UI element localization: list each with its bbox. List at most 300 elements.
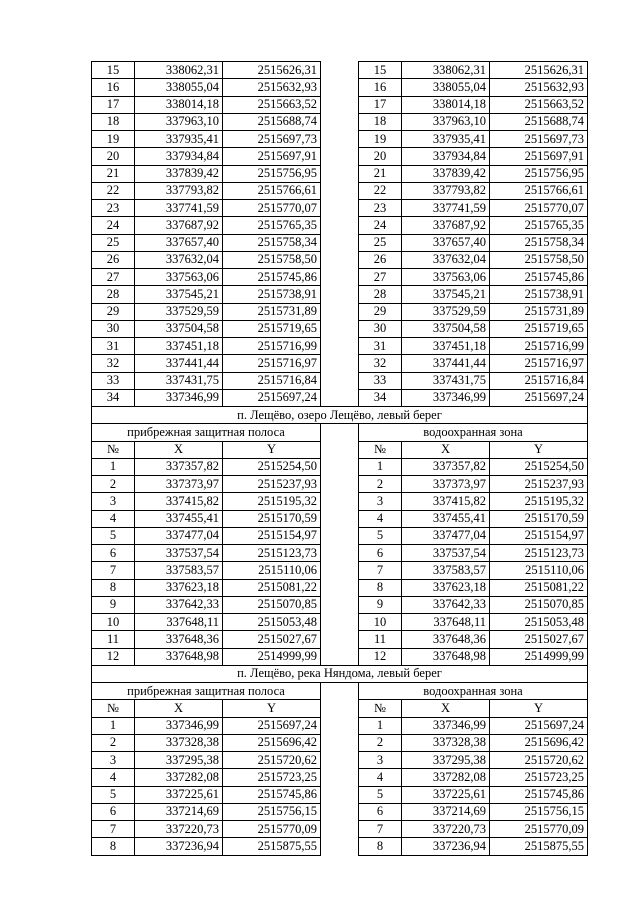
coord-y: 2515756,15 [490,803,588,820]
column-gap [321,631,359,648]
point-number: 7 [359,562,402,579]
coord-y: 2515731,89 [223,303,321,320]
coord-y: 2515237,93 [223,476,321,493]
point-number: 20 [92,148,135,165]
coord-y: 2515254,50 [490,458,588,475]
point-number: 23 [359,200,402,217]
point-number: 6 [92,545,135,562]
column-header-row [92,441,588,458]
table-row [92,752,588,769]
coord-x: 337415,82 [402,493,490,510]
coord-x: 337648,36 [402,631,490,648]
point-number: 9 [359,596,402,613]
point-number: 3 [92,493,135,510]
point-number: 3 [92,752,135,769]
table-row [92,389,588,406]
coord-x: 337963,10 [135,113,223,130]
coord-y: 2515697,91 [223,148,321,165]
point-number: 1 [92,458,135,475]
coord-x: 337451,18 [135,338,223,355]
coord-x: 337642,33 [402,596,490,613]
coord-x: 337687,92 [402,217,490,234]
coord-x: 337623,18 [402,579,490,596]
coord-y: 2515070,85 [223,596,321,613]
column-gap [321,286,359,303]
point-number: 17 [92,96,135,113]
column-gap [321,700,359,717]
coord-x: 337328,38 [402,734,490,751]
point-number: 26 [92,251,135,268]
column-gap [321,113,359,130]
column-gap [321,527,359,544]
table-row [92,648,588,665]
column-gap [321,458,359,475]
coord-x: 337529,59 [402,303,490,320]
point-number: 33 [359,372,402,389]
coord-x: 337934,84 [402,148,490,165]
coord-x: 337648,98 [135,648,223,665]
coord-y: 2515875,55 [223,838,321,855]
coord-y: 2515688,74 [223,113,321,130]
column-gap [321,441,359,458]
coord-y: 2515716,97 [490,355,588,372]
table-row [92,79,588,96]
coord-y: 2515237,93 [490,476,588,493]
point-number: 21 [359,165,402,182]
coord-y: 2515697,24 [490,389,588,406]
coord-y: 2515697,91 [490,148,588,165]
coord-y: 2515154,97 [223,527,321,544]
coord-y: 2515770,09 [223,821,321,838]
coord-y: 2515688,74 [490,113,588,130]
coord-x: 337328,38 [135,734,223,751]
coord-y: 2515110,06 [490,562,588,579]
point-number: 8 [359,579,402,596]
table-row [92,562,588,579]
col-header-y: Y [490,441,588,458]
coord-x: 337623,18 [135,579,223,596]
coord-x: 337295,38 [135,752,223,769]
column-gap [321,803,359,820]
point-number: 31 [359,338,402,355]
table-row [92,579,588,596]
table-row [92,303,588,320]
point-number: 10 [92,614,135,631]
coord-y: 2515195,32 [223,493,321,510]
point-number: 22 [359,182,402,199]
section-title-row [92,665,588,682]
column-gap [321,200,359,217]
coord-y: 2515758,34 [490,234,588,251]
coord-x: 338062,31 [402,62,490,79]
point-number: 8 [92,838,135,855]
coord-y: 2515720,62 [490,752,588,769]
coord-y: 2515731,89 [490,303,588,320]
coord-x: 337793,82 [135,182,223,199]
coord-y: 2515697,73 [490,131,588,148]
column-gap [321,769,359,786]
col-header-y: Y [223,441,321,458]
col-header-number: № [92,441,135,458]
coord-x: 337935,41 [135,131,223,148]
coord-x: 338062,31 [135,62,223,79]
coord-x: 338055,04 [135,79,223,96]
coord-x: 337537,54 [402,545,490,562]
coord-x: 337357,82 [402,458,490,475]
coord-y: 2515663,52 [490,96,588,113]
point-number: 28 [92,286,135,303]
table-row [92,372,588,389]
table-row [92,769,588,786]
table-row [92,62,588,79]
col-header-number: № [359,441,402,458]
table-row [92,165,588,182]
coord-y: 2515770,07 [223,200,321,217]
point-number: 29 [92,303,135,320]
point-number: 18 [359,113,402,130]
coord-y: 2515875,55 [490,838,588,855]
table-row [92,286,588,303]
table-row [92,355,588,372]
column-gap [321,838,359,855]
coord-x: 337934,84 [135,148,223,165]
coord-y: 2515626,31 [223,62,321,79]
coord-y: 2515758,34 [223,234,321,251]
point-number: 22 [92,182,135,199]
table-row [92,113,588,130]
point-number: 27 [92,269,135,286]
point-number: 4 [359,510,402,527]
column-gap [321,424,359,441]
coord-x: 338055,04 [402,79,490,96]
col-header-x: X [135,700,223,717]
point-number: 11 [359,631,402,648]
point-number: 34 [359,389,402,406]
point-number: 2 [92,734,135,751]
column-gap [321,165,359,182]
point-number: 24 [92,217,135,234]
coord-y: 2515719,65 [223,320,321,337]
table-row [92,148,588,165]
coord-y: 2515070,85 [490,596,588,613]
coord-y: 2515723,25 [223,769,321,786]
coord-y: 2515716,97 [223,355,321,372]
table-row [92,527,588,544]
coord-y: 2515626,31 [490,62,588,79]
point-number: 4 [92,510,135,527]
left-zone-heading: прибрежная защитная полоса [92,683,321,700]
coord-y: 2515765,35 [490,217,588,234]
column-gap [321,717,359,734]
coord-y: 2515770,09 [490,821,588,838]
column-gap [321,234,359,251]
point-number: 7 [359,821,402,838]
right-zone-heading: водоохранная зона [359,424,588,441]
point-number: 17 [359,96,402,113]
section-title-row [92,407,588,424]
coord-y: 2515758,50 [223,251,321,268]
point-number: 23 [92,200,135,217]
coord-x: 337545,21 [402,286,490,303]
column-gap [321,545,359,562]
coord-y: 2514999,99 [490,648,588,665]
coord-x: 337477,04 [135,527,223,544]
column-gap [321,62,359,79]
coord-y: 2515123,73 [223,545,321,562]
coord-x: 337545,21 [135,286,223,303]
coord-y: 2515756,15 [223,803,321,820]
coord-x: 337455,41 [402,510,490,527]
coord-x: 337282,08 [135,769,223,786]
table-row [92,338,588,355]
point-number: 5 [359,527,402,544]
point-number: 20 [359,148,402,165]
table-row [92,631,588,648]
coord-x: 337220,73 [135,821,223,838]
coord-y: 2515027,67 [490,631,588,648]
point-number: 3 [359,752,402,769]
col-header-y: Y [490,700,588,717]
coord-x: 337451,18 [402,338,490,355]
table-row [92,182,588,199]
column-gap [321,821,359,838]
coord-y: 2515696,42 [223,734,321,751]
point-number: 30 [359,320,402,337]
coord-x: 337563,06 [402,269,490,286]
column-gap [321,96,359,113]
column-gap [321,493,359,510]
coord-x: 337373,97 [135,476,223,493]
coord-x: 337431,75 [135,372,223,389]
column-gap [321,303,359,320]
coord-y: 2515081,22 [490,579,588,596]
coord-y: 2515170,59 [490,510,588,527]
point-number: 1 [92,717,135,734]
table-row [92,838,588,855]
coord-x: 337839,42 [402,165,490,182]
table-row [92,510,588,527]
coord-x: 337657,40 [135,234,223,251]
table-row [92,131,588,148]
coord-x: 337477,04 [402,527,490,544]
coord-x: 337282,08 [402,769,490,786]
point-number: 2 [359,734,402,751]
coord-y: 2515195,32 [490,493,588,510]
table-row [92,803,588,820]
coord-x: 337346,99 [135,717,223,734]
col-header-x: X [402,700,490,717]
coord-x: 337793,82 [402,182,490,199]
coord-y: 2515716,84 [490,372,588,389]
coord-x: 337583,57 [135,562,223,579]
point-number: 8 [92,579,135,596]
point-number: 32 [92,355,135,372]
table-row [92,786,588,803]
point-number: 6 [359,803,402,820]
coord-y: 2515053,48 [223,614,321,631]
coord-y: 2515697,24 [490,717,588,734]
column-gap [321,734,359,751]
point-number: 6 [359,545,402,562]
coord-y: 2515716,84 [223,372,321,389]
coord-y: 2515745,86 [223,786,321,803]
coord-y: 2515663,52 [223,96,321,113]
coord-x: 337504,58 [135,320,223,337]
coord-x: 337839,42 [135,165,223,182]
point-number: 15 [359,62,402,79]
point-number: 1 [359,717,402,734]
column-gap [321,596,359,613]
coord-y: 2515110,06 [223,562,321,579]
point-number: 7 [92,562,135,579]
col-header-y: Y [223,700,321,717]
table-row [92,614,588,631]
column-gap [321,131,359,148]
coord-x: 337632,04 [135,251,223,268]
coord-y: 2515745,86 [490,786,588,803]
col-header-number: № [92,700,135,717]
column-gap [321,320,359,337]
coord-x: 337236,94 [402,838,490,855]
column-gap [321,683,359,700]
coord-x: 337346,99 [402,389,490,406]
column-gap [321,182,359,199]
coord-x: 337648,36 [135,631,223,648]
point-number: 34 [92,389,135,406]
column-gap [321,372,359,389]
col-header-number: № [359,700,402,717]
coord-y: 2515745,86 [223,269,321,286]
table-row [92,234,588,251]
point-number: 5 [92,527,135,544]
column-gap [321,752,359,769]
table-row [92,251,588,268]
coord-x: 337687,92 [135,217,223,234]
coord-x: 337225,61 [402,786,490,803]
coord-y: 2515027,67 [223,631,321,648]
point-number: 12 [92,648,135,665]
column-gap [321,579,359,596]
coord-y: 2515716,99 [223,338,321,355]
coord-x: 337225,61 [135,786,223,803]
coord-x: 337648,11 [135,614,223,631]
point-number: 10 [359,614,402,631]
point-number: 2 [359,476,402,493]
coord-y: 2515154,97 [490,527,588,544]
coord-x: 337431,75 [402,372,490,389]
column-gap [321,355,359,372]
point-number: 5 [359,786,402,803]
section-title: п. Лещёво, река Няндома, левый берег [92,665,588,682]
coord-x: 337583,57 [402,562,490,579]
point-number: 28 [359,286,402,303]
col-header-x: X [402,441,490,458]
coord-x: 337963,10 [402,113,490,130]
point-number: 25 [359,234,402,251]
column-gap [321,476,359,493]
coord-y: 2515697,24 [223,389,321,406]
column-gap [321,786,359,803]
coord-x: 337357,82 [135,458,223,475]
coord-x: 337648,98 [402,648,490,665]
table-row [92,545,588,562]
coord-y: 2515758,50 [490,251,588,268]
coord-y: 2515632,93 [223,79,321,96]
coord-x: 337642,33 [135,596,223,613]
coord-y: 2515756,95 [223,165,321,182]
column-gap [321,251,359,268]
column-gap [321,217,359,234]
left-zone-heading: прибрежная защитная полоса [92,424,321,441]
coord-y: 2515766,61 [223,182,321,199]
column-gap [321,148,359,165]
coord-y: 2515123,73 [490,545,588,562]
coord-x: 337935,41 [402,131,490,148]
column-gap [321,510,359,527]
coord-x: 337214,69 [135,803,223,820]
table-row [92,320,588,337]
point-number: 4 [92,769,135,786]
coord-x: 337455,41 [135,510,223,527]
point-number: 2 [92,476,135,493]
table-row [92,493,588,510]
point-number: 3 [359,493,402,510]
coord-x: 337504,58 [402,320,490,337]
section-title: п. Лещёво, озеро Лещёво, левый берег [92,407,588,424]
table-row [92,458,588,475]
point-number: 8 [359,838,402,855]
coord-x: 338014,18 [402,96,490,113]
table-row [92,476,588,493]
column-gap [321,614,359,631]
point-number: 32 [359,355,402,372]
coord-y: 2515170,59 [223,510,321,527]
coord-y: 2515719,65 [490,320,588,337]
coord-y: 2515254,50 [223,458,321,475]
point-number: 11 [92,631,135,648]
coord-y: 2515765,35 [223,217,321,234]
coord-y: 2515770,07 [490,200,588,217]
column-gap [321,648,359,665]
point-number: 4 [359,769,402,786]
table-row [92,200,588,217]
coord-x: 337657,40 [402,234,490,251]
column-gap [321,338,359,355]
coord-x: 337373,97 [402,476,490,493]
point-number: 15 [92,62,135,79]
column-gap [321,79,359,96]
point-number: 27 [359,269,402,286]
point-number: 19 [92,131,135,148]
zone-heading-row [92,683,588,700]
coord-y: 2515716,99 [490,338,588,355]
point-number: 16 [359,79,402,96]
coord-x: 337632,04 [402,251,490,268]
coord-x: 337537,54 [135,545,223,562]
coord-x: 337295,38 [402,752,490,769]
point-number: 21 [92,165,135,182]
point-number: 33 [92,372,135,389]
point-number: 29 [359,303,402,320]
coord-y: 2515745,86 [490,269,588,286]
point-number: 26 [359,251,402,268]
coord-x: 337236,94 [135,838,223,855]
point-number: 12 [359,648,402,665]
coord-x: 337741,59 [402,200,490,217]
coord-y: 2515766,61 [490,182,588,199]
coord-y: 2515720,62 [223,752,321,769]
coord-y: 2515738,91 [490,286,588,303]
